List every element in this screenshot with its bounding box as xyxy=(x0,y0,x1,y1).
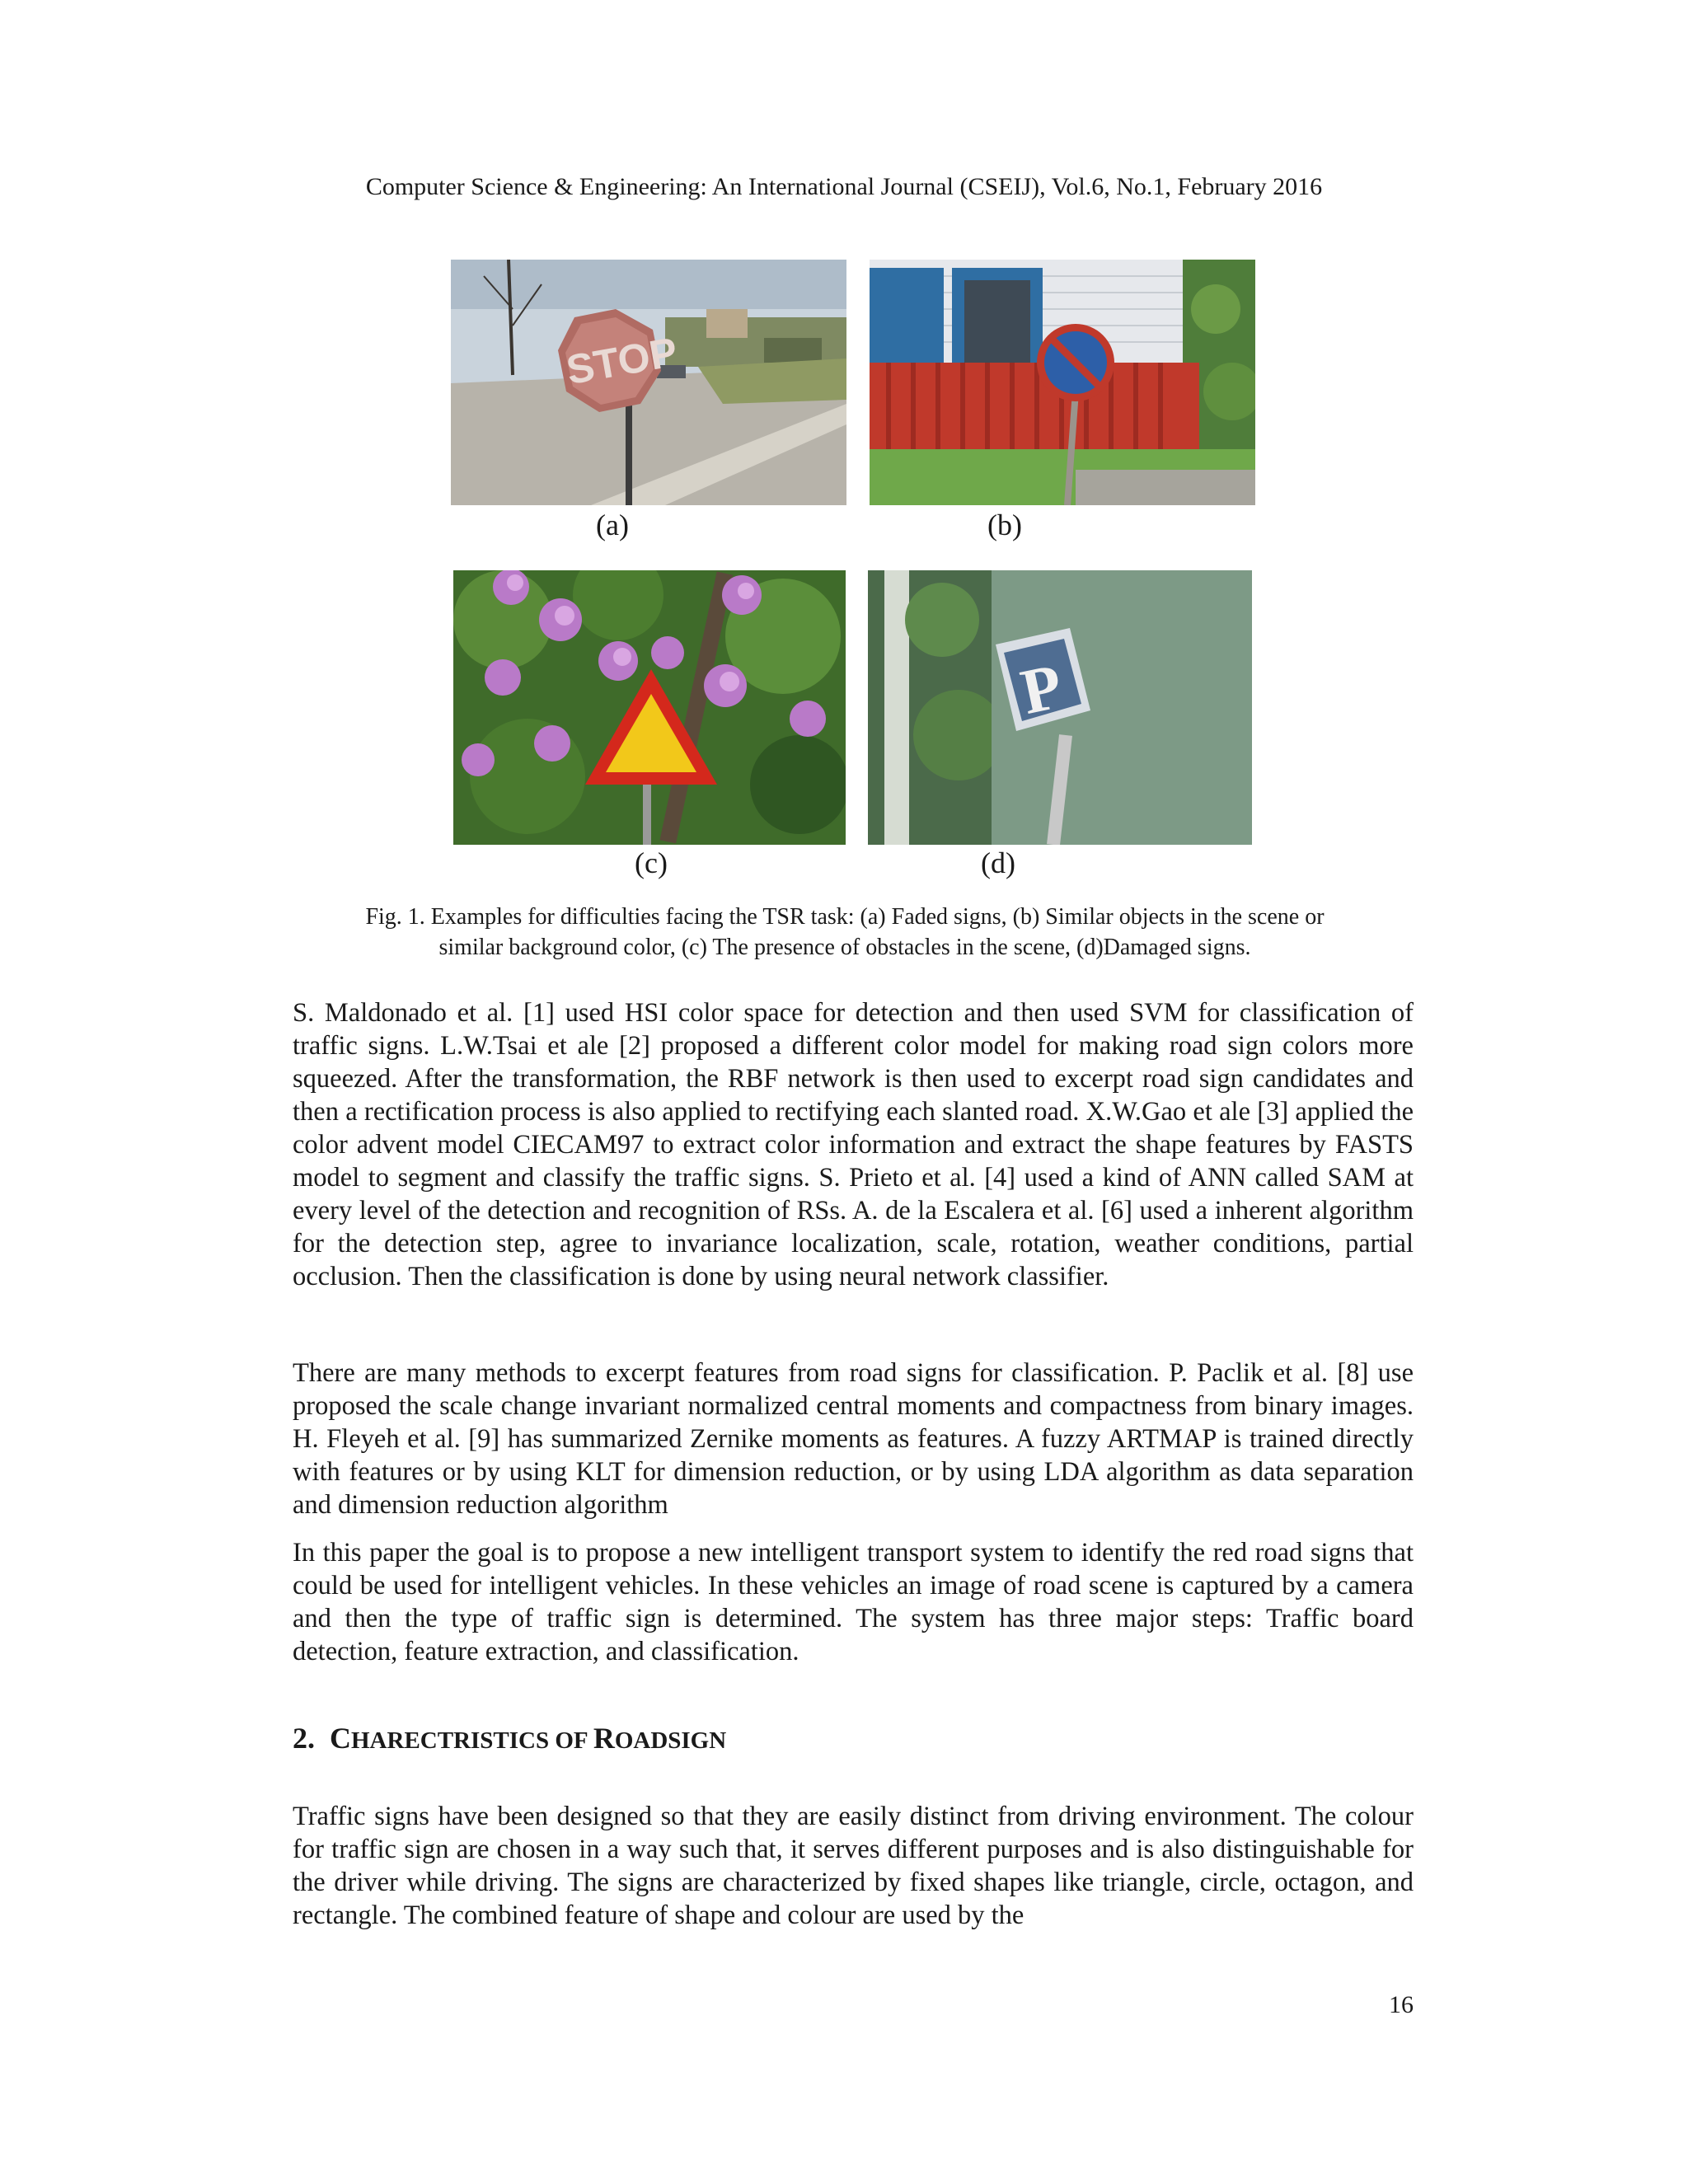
figure-photo-faded-stop-sign xyxy=(451,260,846,505)
panel-label-a: (a) xyxy=(596,509,629,541)
body-paragraph: In this paper the goal is to propose a new intelligent transport system to identify the red road signs that could be used for intelligent vehicles. In these vehicles an image of road scene is captured by a camera and then the type of traffic sign is determined. The system has three major steps: Traffic board detection, feature extraction, and classification. xyxy=(293,1538,1414,1666)
section-paragraph: Traffic signs have been designed so that they are easily distinct from driving environment. The colour for traffic sign are chosen in a way such that, it serves different purposes and is also distinguishable for the driver while driving. The signs are characterized by fixed shapes like triangle, circle, octagon, and rectangle. The combined feature of shape and colour are used by the xyxy=(293,1802,1414,1930)
section-title-part: C xyxy=(330,1722,351,1755)
section-title-part: R xyxy=(593,1722,615,1755)
figure-caption-line-2: similar background color, (c) The presence of obstacles in the scene, (d)Damaged signs. xyxy=(438,935,1251,960)
panel-label-c: (c) xyxy=(635,846,668,879)
section-heading xyxy=(293,1721,726,1755)
figure-photo-similar-background xyxy=(870,260,1255,505)
section-title-part: HARECTRISTICS OF xyxy=(351,1727,593,1754)
figure-caption xyxy=(293,902,1397,963)
panel-label-b: (b) xyxy=(987,509,1022,541)
figure-caption-line-1: Fig. 1. Examples for difficulties facing the TSR task: (a) Faded signs, (b) Similar objects in the scene or xyxy=(365,904,1325,930)
panel-label-d: (d) xyxy=(981,846,1015,879)
parking-sign-text: P xyxy=(1015,649,1068,729)
figure-photo-damaged-sign xyxy=(868,570,1252,845)
page-number: 16 xyxy=(1389,1991,1414,2018)
section-title-part: OADSIGN xyxy=(614,1727,727,1754)
body-paragraph: There are many methods to excerpt features from road signs for classification. P. Paclik et al. [8] use proposed the scale change invariant normalized central moments and compactness from binary images. H. Fleyeh et al. [9] has summarized Zernike moments as features. A fuzzy ARTMAP is trained directly with features or by using KLT for dimension reduction, or by using LDA algorithm as data separation and dimension reduction algorithm xyxy=(293,1358,1414,1520)
figure-photo-obstacle-occlusion xyxy=(453,570,846,845)
stop-sign-text: STOP xyxy=(563,328,681,394)
running-header: Computer Science & Engineering: An International Journal (CSEIJ), Vol.6, No.1, February 2016 xyxy=(365,173,1323,200)
body-paragraph: S. Maldonado et al. [1] used HSI color space for detection and then used SVM for classification of traffic signs. L.W.Tsai et ale [2] proposed a different color model for making road sign colors more squeezed. After the transformation, the RBF network is then used to excerpt road sign candidates and then a rectification process is also applied to rectifying each slanted road. X.W.Gao et ale [3] applied the color advent model CIECAM97 to extract color information and extract the shape features by FASTS model to segment and classify the traffic signs. S. Prieto et al. [4] used a kind of ANN called SAM at every level of the detection and recognition of RSs. A. de la Escalera et al. [6] used a inherent algorithm for the detection step, agree to invariance localization, scale, rotation, weather conditions, partial occlusion. Then the classification is done by using neural network classifier. xyxy=(293,998,1414,1291)
section-number: 2. xyxy=(293,1722,315,1755)
